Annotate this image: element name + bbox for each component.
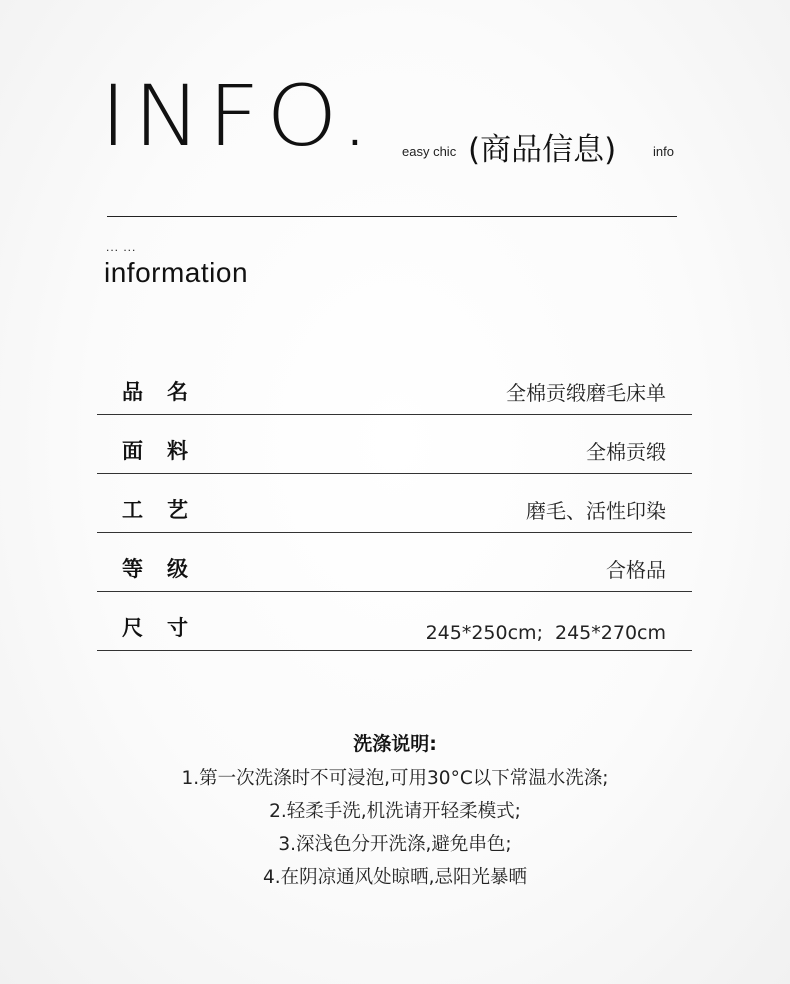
spec-label: 品名	[122, 380, 212, 404]
spec-row-fabric	[97, 415, 692, 474]
spec-value: 磨毛、活性印染	[526, 499, 666, 523]
spec-label: 尺寸	[122, 616, 212, 640]
spec-table	[97, 356, 692, 651]
spec-label: 工艺	[122, 498, 212, 522]
spec-label: 等级	[122, 557, 212, 581]
spec-row-grade	[97, 533, 692, 592]
spec-value: 全棉贡缎	[586, 440, 666, 464]
tagline-easy-chic: easy chic	[402, 144, 457, 159]
spec-value: 合格品	[606, 558, 666, 582]
care-instructions	[0, 728, 790, 894]
spec-row-size	[97, 592, 692, 651]
care-title: 洗涤说明:	[353, 733, 437, 755]
tagline-info: info	[653, 144, 674, 159]
spec-row-name	[97, 356, 692, 415]
care-line: 4.在阴凉通风处晾晒,忌阳光暴晒	[262, 867, 528, 888]
spec-value: 245*250cm; 245*270cm	[425, 622, 666, 644]
header-divider	[107, 216, 677, 217]
spec-value: 全棉贡缎磨毛床单	[506, 381, 666, 405]
information-subtitle: information	[104, 257, 249, 288]
tagline-product-info: (商品信息)	[468, 132, 617, 168]
info-title: INFO.	[100, 67, 376, 165]
care-line: 1.第一次洗涤时不可浸泡,可用30°C以下常温水洗涤;	[181, 768, 609, 789]
decorative-dots: ... ...	[106, 240, 137, 254]
care-line: 2.轻柔手洗,机洗请开轻柔模式;	[269, 801, 521, 822]
spec-row-craft	[97, 474, 692, 533]
spec-label: 面料	[122, 439, 212, 463]
care-line: 3.深浅色分开洗涤,避免串色;	[278, 834, 512, 855]
